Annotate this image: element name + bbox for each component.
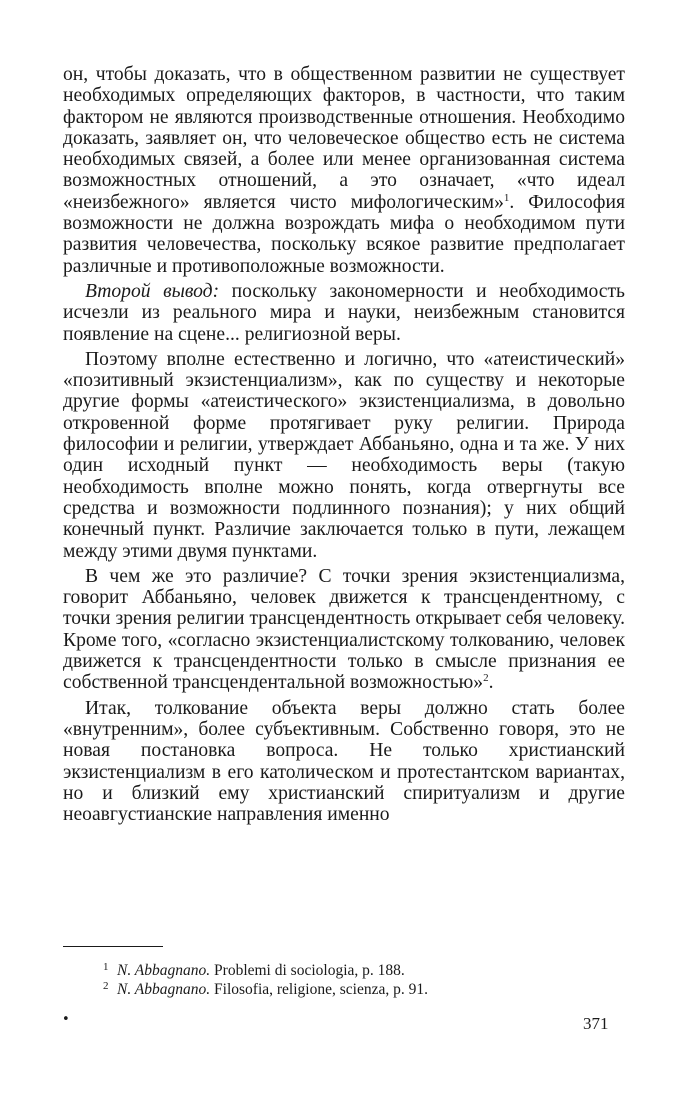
footnote-1: 1 N. Abbagnano. Problemi di sociologia, p. 188. bbox=[103, 961, 405, 979]
footnote-1-text: Problemi di sociologia, p. 188. bbox=[210, 962, 405, 979]
footnote-2-text: Filosofia, religione, scienza, p. 91. bbox=[210, 981, 428, 998]
paragraph-1-text: он, чтобы доказать, что в общественном развитии не существует необходимых определяющих факторов, в частности, что таким фактором не являются производственные отношения. Необходимо доказать, заявляет он, что человеческое общество есть не система необходимых связей, а более или менее организованная система возможностных отношений, а это означает, «что идеал «неизбежного» является чисто мифологическим» bbox=[63, 64, 625, 213]
paragraph-2 bbox=[63, 281, 625, 345]
paragraph-3: Поэтому вполне естественно и логично, что «атеистический» «позитивный экзистенциализм», как по существу и некоторые другие формы «атеистического» экзистенциализма, в довольно откровенной форме протягивает руку религии. Природа философии и религии, утверждает Аббаньяно, одна и та же. У них один исходный пункт — необходимость веры (такую необходимость вполне можно понять, когда отвергнуты все средства и возможности подлинного познания); у них общий конечный пункт. Различие заключается только в пути, лежащем между этими двумя пунктами. bbox=[63, 348, 625, 562]
page-number: 371 bbox=[583, 1014, 609, 1033]
paragraph-4-text: В чем же это различие? С точки зрения экзистенциализма, говорит Аббаньяно, человек движется к трансцендентному, с точки зрения религии трансцендентность открывает себя человеку. Кроме того, «согласно экзистенциалистскому толкованию, человек движется к трансцендентности только в смысле признания ее собственной трансцендентальной возможностью» bbox=[63, 565, 625, 694]
footnote-ref-2: 2 bbox=[483, 672, 489, 685]
paragraph-4 bbox=[63, 566, 625, 694]
footnotes bbox=[103, 961, 428, 999]
footnote-divider bbox=[63, 946, 163, 947]
footnote-ref-1: 1 bbox=[503, 191, 510, 204]
paragraph-2-lead: Второй вывод: bbox=[85, 280, 220, 302]
paragraph-5: Итак, толкование объекта веры должно стать более «внутренним», более субъективным. Собственно говоря, это не новая постановка вопроса. Не только христианский экзистенциализм в его католическом и протестантском вариантах, но и близкий ему христианский спиритуализм и другие неоавгустианские направления именно bbox=[63, 697, 625, 826]
footnote-2: 2 N. Abbagnano. Filosofia, religione, scienza, p. 91. bbox=[103, 980, 428, 998]
footnote-2-author: N. Abbagnano. bbox=[117, 981, 211, 998]
paragraph-1 bbox=[63, 64, 625, 277]
signature-marker: • bbox=[62, 1012, 70, 1027]
footnote-1-author: N. Abbagnano. bbox=[117, 962, 211, 979]
paragraph-4-tail: . bbox=[488, 672, 494, 694]
page-body bbox=[63, 64, 625, 825]
paragraph-1-tail: . Философия возможности не должна возрождать мифа о необходимом пути развития человечества, поскольку всякое развитие предполагает различные и противоположные возможности. bbox=[63, 191, 625, 277]
paragraph-2-text: поскольку закономерности и необходимость исчезли из реального мира и науки, неизбежным становится появление на сцене... религиозной веры. bbox=[63, 280, 625, 345]
